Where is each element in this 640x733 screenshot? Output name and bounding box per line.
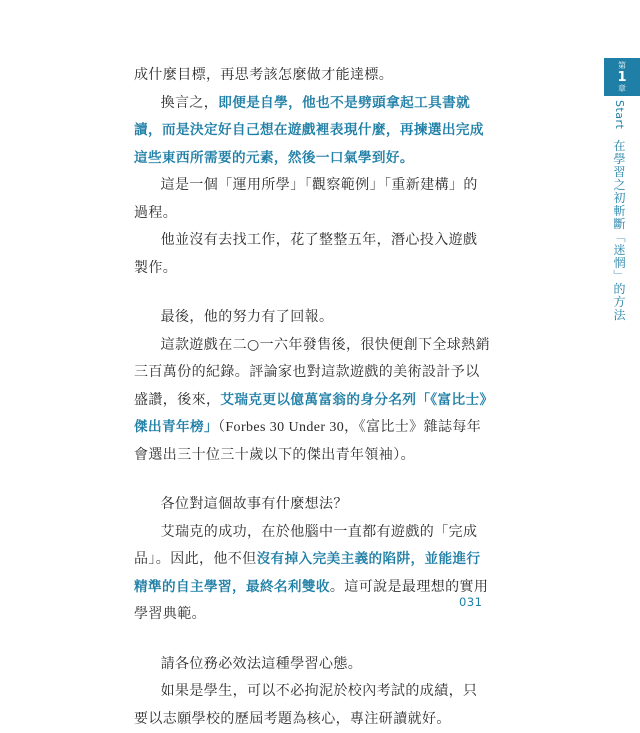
paragraph <box>134 519 490 629</box>
page-number: 031 <box>459 595 483 609</box>
paragraph-text: 這款遊戲在二○一六年發售後，很快便創下全球熱銷三百萬份的紀錄。評論家也對這款遊戲的美術設計予以盛讚，後來， <box>134 336 491 408</box>
paragraph-text: 請各位務必效法這種學習心態。 <box>160 655 363 672</box>
paragraph-text: 如果是學生，可以不必拘泥於校內考試的成績，只要以志願學校的歷屆考題為核心，專注研讀就好。 <box>134 683 478 727</box>
paragraph-text: 艾瑞克的成功，在於他腦中一直都有遊戲的「完成品」。因此，他不但 <box>134 523 478 567</box>
paragraph-text: 最後，他的努力有了回報。 <box>160 309 334 325</box>
chapter-title-vertical <box>611 100 629 321</box>
paragraph-text: 各位對這個故事有什麼想法？ <box>160 496 348 512</box>
paragraph <box>134 491 490 519</box>
paragraph <box>134 227 490 282</box>
paragraph-text: 換言之， <box>160 94 219 111</box>
paragraph <box>134 304 490 332</box>
paragraph-text: （Forbes 30 Under 30，《富比士》雜誌每年會選出三十位三十歲以下的傑出青年領袖）。 <box>134 420 482 463</box>
highlighted-text: 即便是自學，他也不是劈頭拿起工具書就讀，而是決定好自己想在遊戲裡表現什麼，再揀選出完成這些東西所需要的元素，然後一口氣學到好。 <box>134 94 484 166</box>
paragraph <box>134 651 490 679</box>
paragraph-text: 他並沒有去找工作，花了整整五年，潛心投入遊戲製作。 <box>134 232 478 276</box>
chapter-prefix: 第 <box>618 60 626 70</box>
paragraph <box>134 62 490 90</box>
paragraph <box>134 332 490 470</box>
paragraph-text: 成什麼目標，再思考該怎麼做才能達標。 <box>134 67 394 83</box>
paragraph <box>134 678 490 733</box>
chapter-title-en: Start <box>613 100 626 130</box>
chapter-suffix: 章 <box>618 83 626 93</box>
chapter-tab <box>604 58 640 96</box>
highlighted-text: 沒有掉入完美主義的陷阱，並能進行精準的自主學習，最終名利雙收 <box>134 551 481 595</box>
paragraph-text: 這是一個「運用所學」「觀察範例」「重新建構」的過程。 <box>134 177 478 221</box>
body-text <box>134 62 490 733</box>
highlighted-text: 艾瑞克更以億萬富翁的身分名列「《富比士》傑出青年榜」 <box>134 391 487 435</box>
chapter-number: 1 <box>617 69 627 85</box>
paragraph <box>134 172 490 227</box>
paragraph <box>134 90 490 173</box>
paragraph-text: 。這可說是最理想的實用學習典範。 <box>134 578 489 622</box>
chapter-title-zh: 在學習之初斬斷「迷惘」的方法 <box>612 139 626 322</box>
